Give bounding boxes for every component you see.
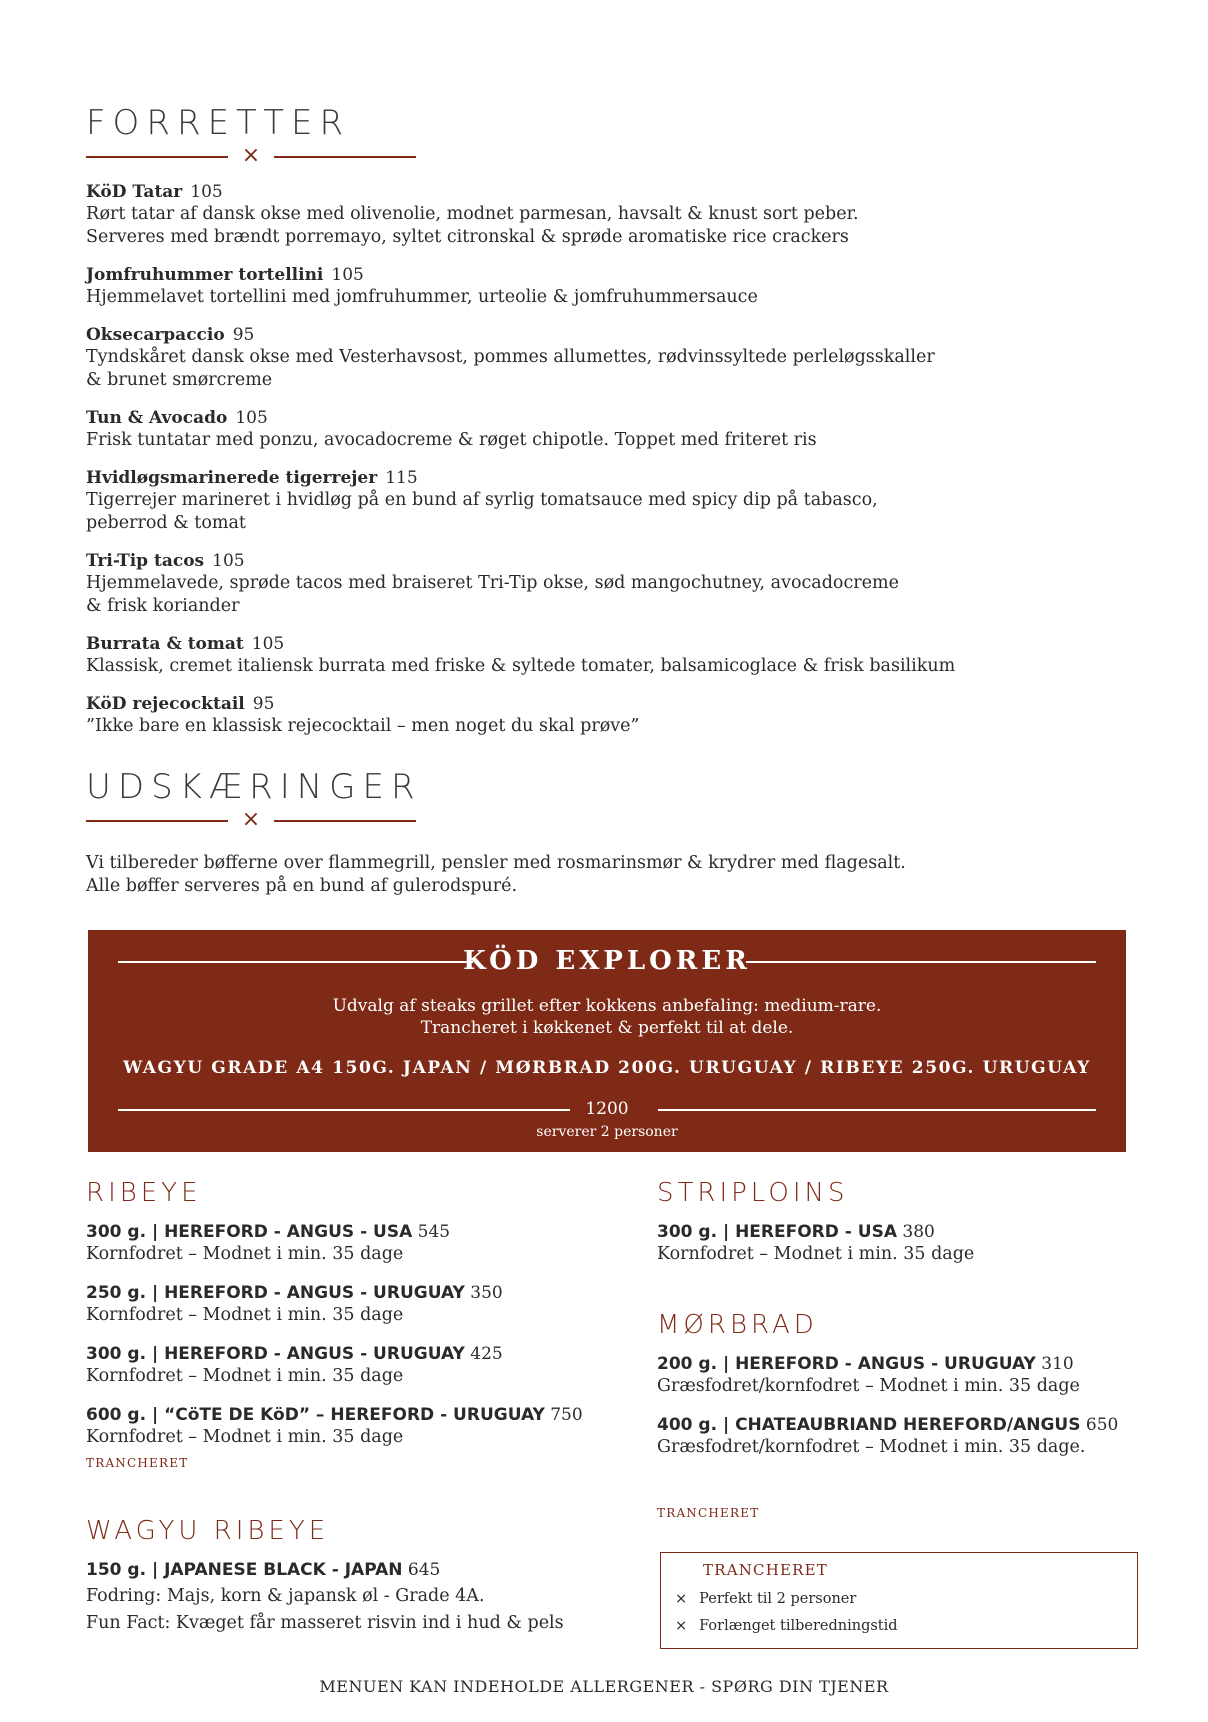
explorer-title: KÖD EXPLORER: [463, 946, 751, 976]
cut-head: 300 g. | HEREFORD - USA: [657, 1222, 897, 1242]
cut-head: 300 g. | HEREFORD - ANGUS - URUGUAY: [86, 1344, 465, 1364]
menu-item: [86, 324, 1046, 392]
udskaeringer-title: UDSKÆRINGER: [86, 767, 422, 807]
item-desc: Hjemmelavet tortellini med jomfruhummer, urteolie & jomfruhummersauce: [86, 287, 758, 307]
intro-line: Vi tilbereder bøfferne over flammegrill, pensler med rosmarinsmør & krydrer med flagesalt.: [86, 853, 906, 873]
forretter-divider: [86, 143, 416, 168]
morbrad-title: MØRBRAD: [657, 1310, 818, 1340]
explorer-serves: serverer 2 personer: [536, 1124, 678, 1140]
item-desc: Hjemmelavede, sprøde tacos med braiseret Tri-Tip okse, sød mangochutney, avocadocreme: [86, 573, 899, 593]
item-desc: Klassisk, cremet italiensk burrata med friske & syltede tomater, balsamicoglace & frisk basilikum: [86, 656, 956, 676]
cut-desc: Græsfodret/kornfodret – Modnet i min. 35 dage.: [657, 1437, 1086, 1457]
legend-item: [675, 1618, 898, 1634]
cut-desc: Fodring: Majs, korn & japansk øl - Grade 4A.: [86, 1586, 485, 1606]
item-price: 105: [251, 634, 285, 654]
explorer-line-1: Udvalg af steaks grillet efter kokkens anbefaling: medium-rare.: [332, 996, 882, 1016]
cut-price: 380: [902, 1222, 935, 1242]
cut-head: 600 g. | “CöTE DE KöD” – HEREFORD - URUGUAY: [86, 1405, 545, 1425]
divider-line-right: [274, 820, 416, 822]
menu-item: [86, 407, 1046, 452]
kod-explorer-box: [88, 930, 1126, 1152]
item-price: 105: [212, 551, 245, 571]
cut-desc: Kornfodret – Modnet i min. 35 dage: [86, 1366, 404, 1386]
cut-head: 300 g. | HEREFORD - ANGUS - USA: [86, 1222, 413, 1242]
cut-head: 400 g. | CHATEAUBRIAND HEREFORD/ANGUS: [657, 1415, 1081, 1435]
menu-item: [86, 633, 1046, 678]
item-desc: ”Ikke bare en klassisk rejecocktail – men noget du skal prøve”: [86, 716, 640, 736]
cut-head: 150 g. | JAPANESE BLACK - JAPAN: [86, 1560, 403, 1580]
cut-desc: Kornfodret – Modnet i min. 35 dage: [86, 1427, 404, 1447]
item-name: Hvidløgsmarinerede tigerrejer: [86, 468, 378, 488]
cut-item: [86, 1559, 564, 1635]
cut-head: 200 g. | HEREFORD - ANGUS - URUGUAY: [657, 1354, 1036, 1374]
cut-price: 310: [1041, 1354, 1074, 1374]
menu-item: [86, 264, 1046, 309]
cut-desc: Kornfodret – Modnet i min. 35 dage: [657, 1244, 975, 1264]
cut-price: 425: [470, 1344, 503, 1364]
striploins-title: STRIPLOINS: [657, 1178, 849, 1208]
item-desc: & frisk koriander: [86, 596, 240, 616]
forretter-list: [86, 181, 1046, 753]
cut-head: 250 g. | HEREFORD - ANGUS - URUGUAY: [86, 1283, 465, 1303]
item-name: Oksecarpaccio: [86, 325, 225, 345]
item-name: Burrata & tomat: [86, 634, 244, 654]
item-desc: Tyndskåret dansk okse med Vesterhavsost, pommes allumettes, rødvinssyltede perleløgsskaller: [86, 347, 935, 367]
item-desc: Serveres med brændt porremayo, syltet citronskal & sprøde aromatiske rice crackers: [86, 227, 849, 247]
cross-icon: ×: [241, 807, 261, 832]
item-desc: Rørt tatar af dansk okse med olivenolie, modnet parmesan, havsalt & knust sort peber.: [86, 204, 859, 224]
cut-item: [86, 1221, 450, 1266]
item-desc: Tigerrejer marineret i hvidløg på en bund af syrlig tomatsauce med spicy dip på tabasco,: [86, 490, 878, 510]
item-price: 95: [232, 325, 255, 345]
cut-item: [657, 1353, 1080, 1398]
menu-item: [86, 181, 1046, 249]
cut-item: [86, 1343, 503, 1388]
ribeye-title: RIBEYE: [86, 1178, 202, 1208]
cut-price: 650: [1085, 1415, 1119, 1435]
cut-item: [657, 1221, 974, 1266]
forretter-title: FORRETTER: [86, 103, 351, 143]
cut-price: 545: [417, 1222, 451, 1242]
cut-price: 350: [470, 1283, 503, 1303]
trancheret-tag: TRANCHERET: [86, 1456, 189, 1470]
cut-item: [657, 1414, 1118, 1459]
cut-price: 645: [407, 1560, 441, 1580]
intro-line: Alle bøffer serveres på en bund af gulerodspuré.: [86, 876, 518, 896]
explorer-line-2: Trancheret i køkkenet & perfekt til at dele.: [420, 1018, 794, 1038]
item-name: KöD rejecocktail: [86, 694, 245, 714]
explorer-price: 1200: [585, 1099, 629, 1119]
wagyu-title: WAGYU RIBEYE: [86, 1516, 330, 1546]
cut-item: [86, 1404, 583, 1449]
allergen-footer: MENUEN KAN INDEHOLDE ALLERGENER - SPØRG DIN TJENER: [319, 1677, 889, 1696]
cross-icon: ×: [241, 143, 261, 168]
item-price: 95: [252, 694, 275, 714]
item-price: 105: [235, 408, 268, 428]
legend-title: TRANCHERET: [703, 1561, 829, 1579]
legend-item-label: Perfekt til 2 personer: [699, 1591, 857, 1607]
cut-desc: Fun Fact: Kvæget får masseret risvin ind i hud & pels: [86, 1613, 564, 1633]
item-name: Jomfruhummer tortellini: [86, 265, 324, 285]
menu-item: [86, 467, 1046, 535]
item-price: 105: [331, 265, 364, 285]
menu-item: [86, 693, 1046, 738]
menu-item: [86, 550, 1046, 618]
item-name: Tun & Avocado: [86, 408, 228, 428]
cut-item: [86, 1282, 503, 1327]
item-desc: peberrod & tomat: [86, 513, 246, 533]
udskaeringer-intro: [86, 852, 1046, 898]
trancheret-tag: TRANCHERET: [657, 1506, 760, 1520]
cut-desc: Kornfodret – Modnet i min. 35 dage: [86, 1244, 404, 1264]
explorer-cuts: WAGYU GRADE A4 150G. JAPAN / MØRBRAD 200G. URUGUAY / RIBEYE 250G. URUGUAY: [123, 1058, 1091, 1078]
item-desc: Frisk tuntatar med ponzu, avocadocreme & røget chipotle. Toppet med friteret ris: [86, 430, 817, 450]
cross-icon: ×: [675, 1591, 688, 1607]
item-name: Tri-Tip tacos: [86, 551, 205, 571]
item-price: 105: [190, 182, 223, 202]
item-price: 115: [385, 468, 418, 488]
item-desc: & brunet smørcreme: [86, 370, 273, 390]
trancheret-legend: [660, 1552, 1138, 1649]
legend-item: [675, 1591, 856, 1607]
divider-line-right: [274, 156, 416, 158]
cut-desc: Græsfodret/kornfodret – Modnet i min. 35 dage: [657, 1376, 1080, 1396]
item-name: KöD Tatar: [86, 182, 183, 202]
cut-desc: Kornfodret – Modnet i min. 35 dage: [86, 1305, 404, 1325]
udskaeringer-divider: [86, 807, 416, 832]
legend-item-label: Forlænget tilberedningstid: [699, 1618, 898, 1634]
cut-price: 750: [550, 1405, 583, 1425]
cross-icon: ×: [675, 1618, 688, 1634]
